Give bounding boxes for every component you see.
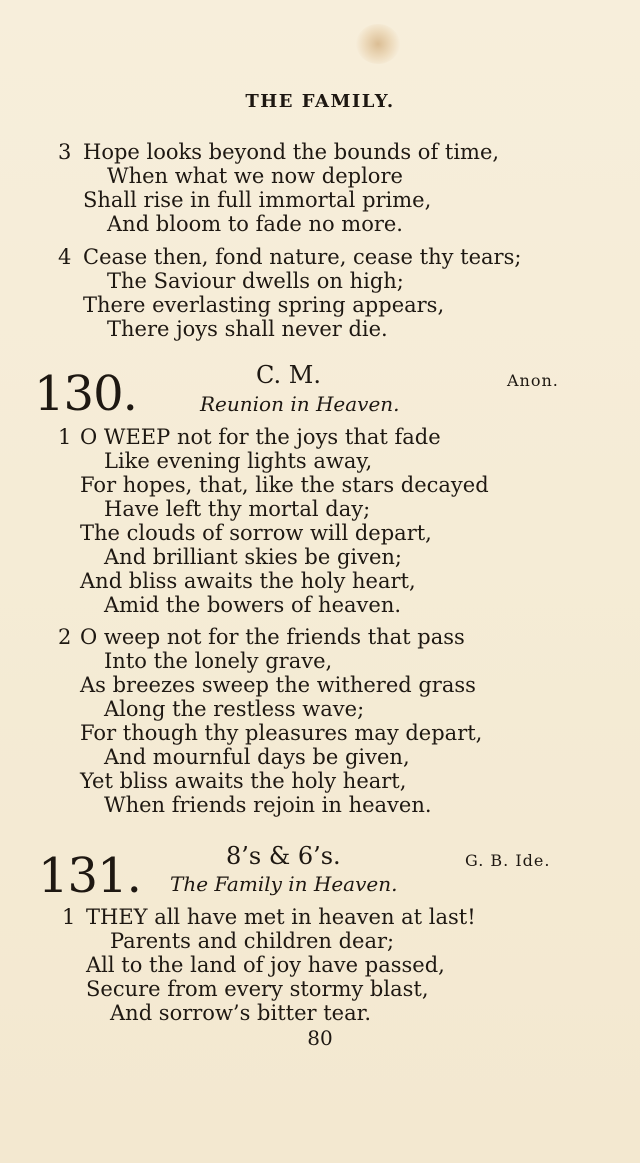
verse-line: When what we now deplore — [107, 164, 403, 188]
verse-number: 3 — [58, 140, 72, 164]
verse-line: There joys shall never die. — [107, 317, 388, 341]
hymn-meter: C. M. — [256, 361, 321, 389]
verse-line: Have left thy mortal day; — [104, 497, 371, 521]
verse-line: Into the lonely grave, — [104, 649, 333, 673]
verse-line: For hopes, that, like the stars decayed — [80, 473, 489, 497]
verse-line: O WEEP not for the joys that fade — [80, 425, 441, 449]
hymn-number: 131. — [38, 848, 141, 904]
verse-number: 2 — [58, 625, 72, 649]
verse-line: Cease then, fond nature, cease thy tears; — [83, 245, 522, 269]
hymn-meter: 8’s & 6’s. — [226, 842, 341, 870]
verse-number: 1 — [58, 425, 72, 449]
verse-line: For though thy pleasures may depart, — [80, 721, 483, 745]
verse-line: Secure from every stormy blast, — [86, 977, 429, 1001]
verse-line: Parents and children dear; — [110, 929, 395, 953]
verse-number: 4 — [58, 245, 72, 269]
verse-line: The Saviour dwells on high; — [107, 269, 404, 293]
paper-stain — [356, 24, 400, 64]
verse-line: O weep not for the friends that pass — [80, 625, 465, 649]
verse-line: And mournful days be given, — [104, 745, 410, 769]
verse-number: 1 — [62, 905, 76, 929]
running-head: THE FAMILY. — [245, 91, 395, 112]
verse-line: Amid the bowers of heaven. — [104, 593, 402, 617]
verse-line: THEY all have met in heaven at last! — [86, 905, 476, 929]
hymn-author: Anon. — [507, 371, 559, 390]
verse-line: Hope looks beyond the bounds of time, — [83, 140, 500, 164]
hymn-subtitle: The Family in Heaven. — [170, 872, 398, 896]
verse-line: Along the restless wave; — [104, 697, 365, 721]
verse-line: And bliss awaits the holy heart, — [80, 569, 416, 593]
page-number: 80 — [307, 1026, 333, 1050]
verse-line: And sorrow’s bitter tear. — [110, 1001, 372, 1025]
verse-line: There everlasting spring appears, — [83, 293, 445, 317]
verse-line: And brilliant skies be given; — [104, 545, 403, 569]
verse-line: Like evening lights away, — [104, 449, 373, 473]
hymn-author: G. B. Ide. — [465, 851, 551, 870]
verse-line: When friends rejoin in heaven. — [104, 793, 432, 817]
verse-line: And bloom to fade no more. — [107, 212, 403, 236]
hymn-number: 130. — [34, 366, 137, 422]
verse-line: Shall rise in full immortal prime, — [83, 188, 432, 212]
hymn-subtitle: Reunion in Heaven. — [200, 392, 400, 416]
verse-line: The clouds of sorrow will depart, — [80, 521, 432, 545]
verse-line: Yet bliss awaits the holy heart, — [80, 769, 407, 793]
verse-line: All to the land of joy have passed, — [86, 953, 445, 977]
verse-line: As breezes sweep the withered grass — [80, 673, 476, 697]
